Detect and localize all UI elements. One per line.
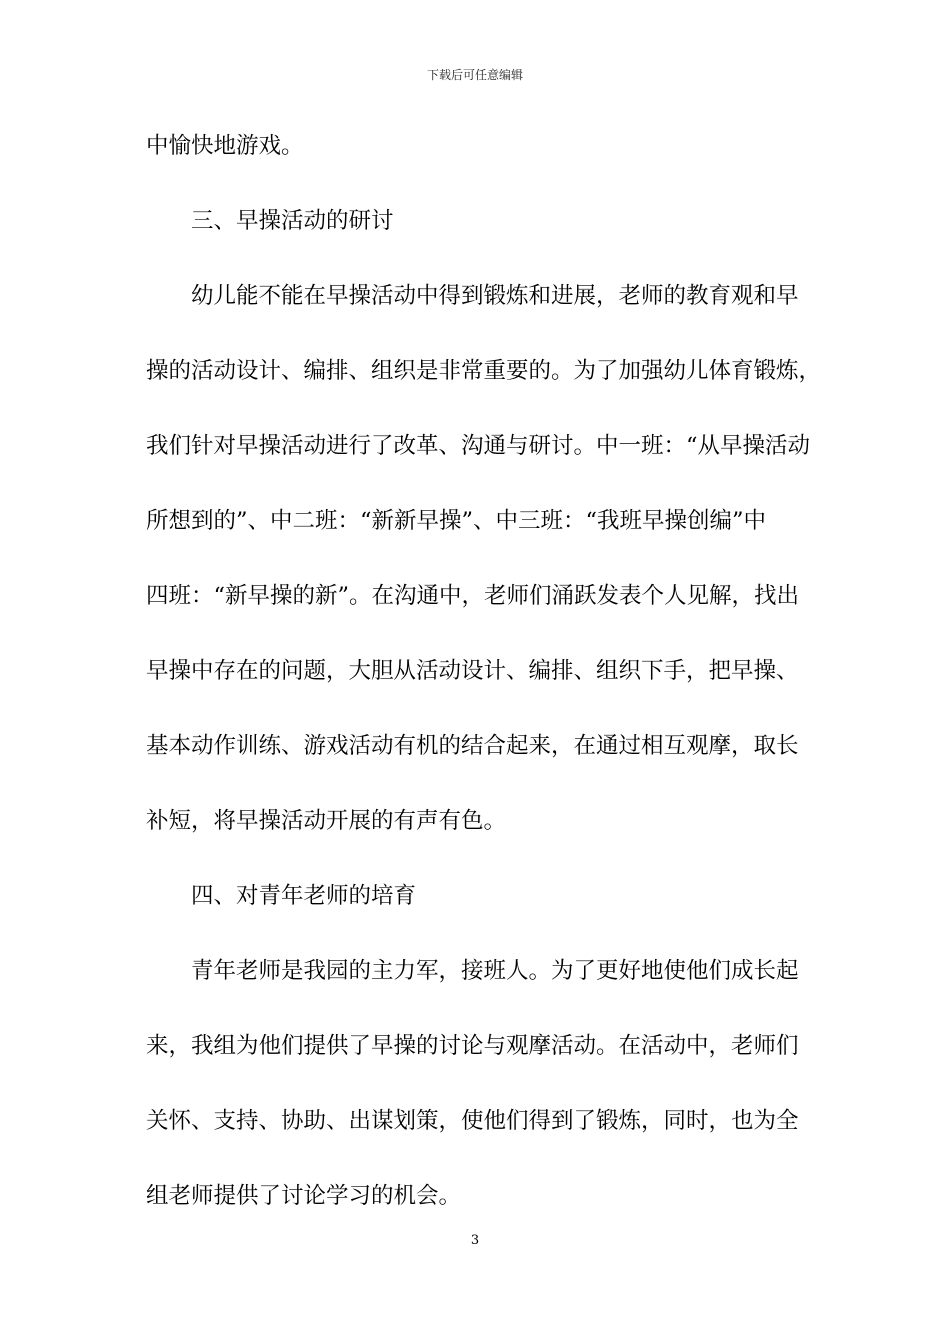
page-header: 下载后可任意编辑 xyxy=(426,68,523,82)
text-line: 早操中存在的问题，大胆从活动设计、编排、组织下手，把早操、 xyxy=(146,658,799,684)
text-line: 组老师提供了讨论学习的机会。 xyxy=(146,1183,462,1209)
text-line: 幼儿能不能在早操活动中得到锻炼和进展，老师的教育观和早 xyxy=(191,283,799,309)
text-line: 来，我组为他们提供了早操的讨论与观摩活动。在活动中，老师们 xyxy=(146,1033,799,1059)
text-line: 青年老师是我园的主力军，接班人。为了更好地使他们成长起 xyxy=(191,958,799,984)
text-line: 我们针对早操活动进行了改革、沟通与研讨。中一班：“从早操活动 xyxy=(146,433,811,459)
section-heading: 四、对青年老师的培育 xyxy=(191,883,417,909)
text-line: 所想到的”、中二班：“新新早操”、中三班：“我班早操创编”中 xyxy=(146,508,767,534)
section-heading: 三、早操活动的研讨 xyxy=(191,208,394,234)
text-line: 关怀、支持、协助、出谋划策，使他们得到了锻炼，同时，也为全 xyxy=(146,1108,799,1134)
text-line: 补短，将早操活动开展的有声有色。 xyxy=(146,808,507,834)
text-line: 四班：“新早操的新”。在沟通中，老师们涌跃发表个人见解，找出 xyxy=(146,583,800,609)
text-line: 中愉快地游戏。 xyxy=(146,133,304,159)
page-number: 3 xyxy=(470,1233,480,1248)
text-line: 操的活动设计、编排、组织是非常重要的。为了加强幼儿体育锻炼， xyxy=(146,358,822,384)
document-body xyxy=(146,127,822,1215)
text-line: 基本动作训练、游戏活动有机的结合起来，在通过相互观摩，取长 xyxy=(146,733,799,759)
